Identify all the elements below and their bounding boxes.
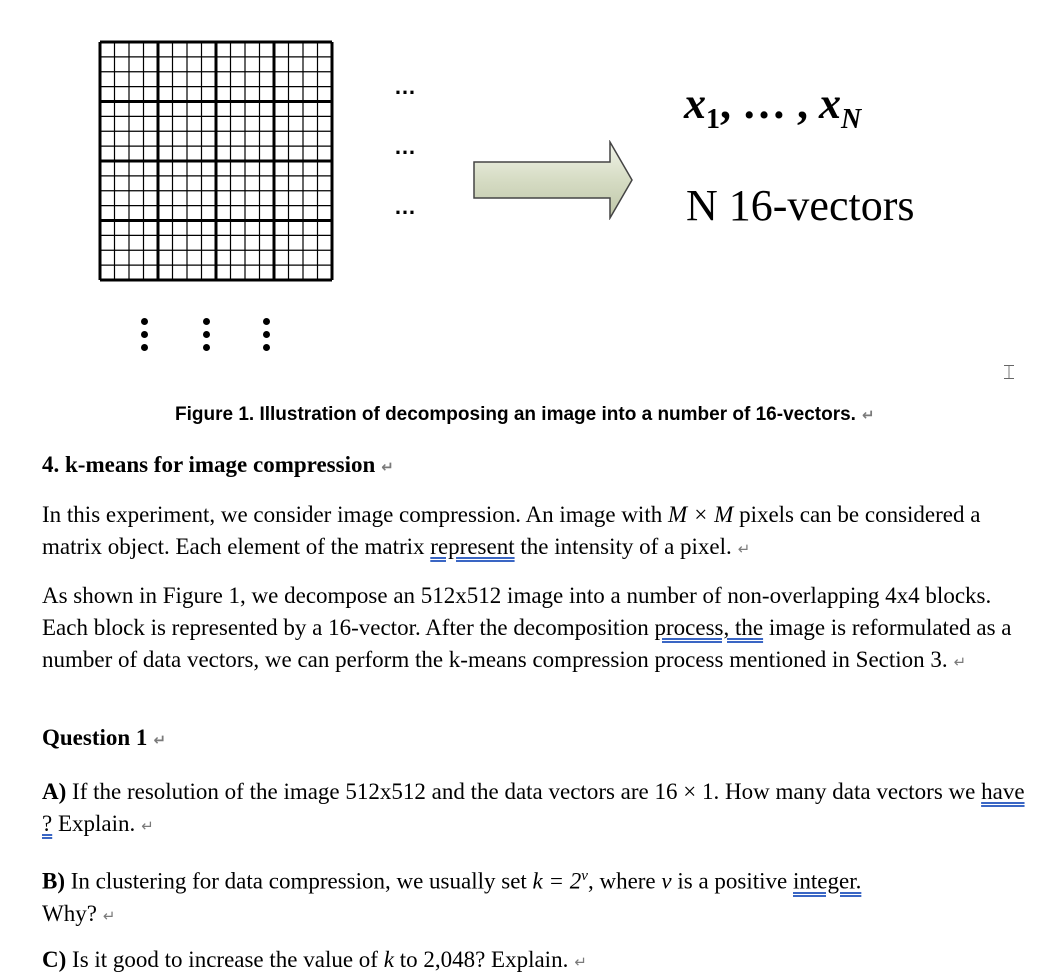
vertical-dots-2 bbox=[203, 318, 210, 357]
n-vectors-label: N 16-vectors bbox=[686, 181, 915, 230]
vertical-dots-1 bbox=[141, 318, 148, 357]
question-c: C) Is it good to increase the value of k to 2,048? Explain. ↵ bbox=[42, 947, 587, 972]
horizontal-dots-1: … bbox=[394, 74, 417, 99]
vector-sequence-label: $x_1$, … , $x_N$ bbox=[684, 79, 862, 135]
question-title: Question 1 ↵ bbox=[42, 725, 167, 750]
text-cursor-icon: ⌶ bbox=[1003, 360, 1015, 384]
question-a: A) If the resolution of the image 512x512 and the data vectors are 16 × 1. How many data vectors we have ? Explain. ↵ bbox=[42, 779, 1025, 836]
horizontal-dots-2: … bbox=[394, 134, 417, 159]
paragraph-decomposition: As shown in Figure 1, we decompose an 512x512 image into a number of non-overlapping 4x4 blocks. Each block is represented by a 16-vector. After the decomposition process, the image is reformulated as a number of data vectors, we can perform the k-means compression process mentioned in Section 3. ↵ bbox=[42, 583, 1012, 672]
section-heading: 4. k-means for image compression ↵ bbox=[42, 452, 394, 477]
vertical-dots-3 bbox=[263, 318, 270, 357]
horizontal-dots-3: … bbox=[394, 194, 417, 219]
grid-image-figure bbox=[98, 40, 334, 282]
paragraph-intro: In this experiment, we consider image compression. An image with M × M pixels can be considered a matrix object. Each element of the matrix represent the intensity of a pixel. ↵ bbox=[42, 502, 981, 559]
question-b: B) In clustering for data compression, we usually set $k = 2^v$, where v is a positive integer. Why? ↵ bbox=[42, 868, 862, 926]
arrow-right-icon bbox=[472, 140, 636, 220]
figure-caption: Figure 1. Illustration of decomposing an image into a number of 16-vectors. ↵ bbox=[175, 404, 875, 425]
